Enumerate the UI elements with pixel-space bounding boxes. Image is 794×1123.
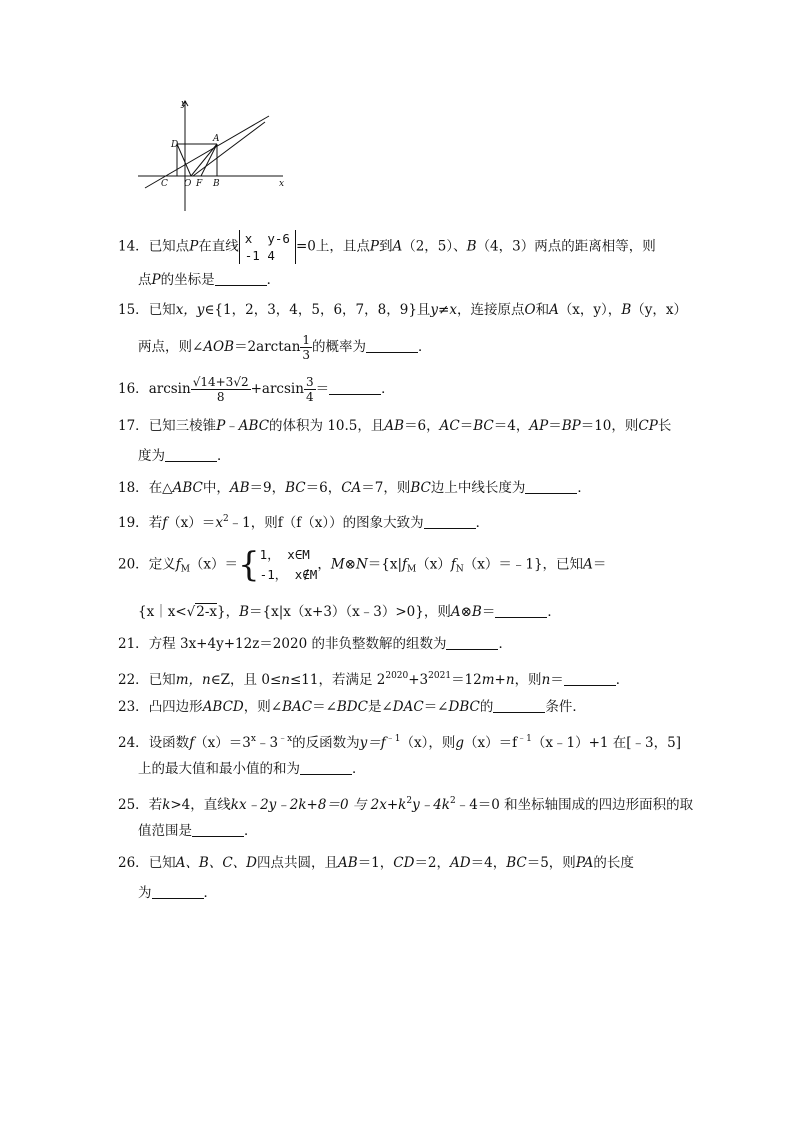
answer-blank (215, 271, 267, 286)
question-25-line2: 值范围是 ． (138, 823, 258, 839)
answer-blank (366, 338, 418, 353)
question-24-line2: 上的最大值和最小值的和为 ． (138, 761, 366, 777)
question-14-line2: 点P的坐标是 ． (138, 272, 281, 288)
question-20: 20．定义$f_M(x)=\{1$， x∈M -1， x∉M，$M\otimes N=\{x|f_M(x)f_N(x)=﹣1\}$，已知A＝ (118, 545, 607, 585)
answer-blank (300, 760, 352, 775)
segment-d (177, 144, 191, 176)
question-19: 19．若$f(x)=x^2﹣1$，则f（f（x））的图象大致为 ． (118, 514, 490, 531)
question-15-line2: 两点，则∠AOB＝2arctan $\frac{1}{3}$ 的概率为 ． (138, 333, 432, 362)
tangent-line (145, 116, 269, 188)
question-15: 15．已知x，y∈{1，2，3，4，5，6，7，8，9}且y≠x，连接原点O和A（x，y），B（y，x） (118, 302, 687, 318)
question-22: 22．已知m，n∈Z，且 0≤n≤11，若满足 $2^{2020}+3^{2021}=12m+n$，则n＝ ． (118, 671, 630, 688)
answer-blank (152, 884, 204, 899)
answer-blank (329, 380, 381, 395)
fraction: $\frac{√14+3√2}{8}$ (192, 375, 249, 404)
question-26-line2: 为 ． (138, 885, 217, 901)
left-brace: { (238, 545, 260, 585)
answer-blank (165, 447, 217, 462)
fraction: $\frac{1}{3}$ (302, 333, 311, 362)
question-23: 23．凸四边形ABCD，则∠BAC＝∠BDC是∠DAC＝∠DBC的 条件． (118, 699, 586, 715)
answer-blank (446, 635, 498, 650)
fraction: $\frac{3}{4}$ (305, 375, 314, 404)
determinant: x y-6 -1 4 (239, 230, 296, 264)
question-21: 21．方程 3x+4y+12z＝2020 的非负整数解的组数为 ． (118, 636, 512, 652)
label-d: D (171, 140, 179, 150)
piecewise-cases: 1， x∈M -1， x∉M (259, 547, 318, 582)
question-18: 18．在△ABC中，AB＝9，BC＝6，CA＝7，则BC边上中线长度为 ． (118, 480, 591, 496)
question-14: 14．已知点P在直线 x y-6 -1 4=0上，且点P到A（2，5）、B（4，3）两点的距离相等，则 (118, 231, 656, 263)
question-16: 16．arcsin $\frac{√14+3√2}{8}$ +arcsin $\frac{3}{4}$ ＝ ． (118, 375, 395, 404)
question-25: 25．若k>4，直线kx﹣2y﹣2k+8＝0 与 $2x+k^2y﹣4k^2﹣4=0$ 和坐标轴围成的四边形面积的取 (118, 796, 694, 813)
answer-blank (493, 698, 545, 713)
answer-blank (495, 603, 547, 618)
answer-blank (192, 822, 244, 837)
answer-blank (525, 479, 577, 494)
label-b: B (213, 179, 220, 189)
label-y: y (181, 99, 187, 109)
question-26: 26．已知A、B、C、D四点共圆，且AB＝1，CD＝2，AD＝4，BC＝5，则PA的长度 (118, 855, 634, 871)
answer-blank (564, 671, 616, 686)
label-f: F (196, 179, 203, 189)
question-17: 17．已知三棱锥P﹣ABC的体积为 10.5，且AB＝6，AC＝BC＝4，AP＝BP＝10，则CP长 (118, 418, 672, 434)
answer-blank (424, 514, 476, 529)
label-a: A (213, 134, 220, 144)
label-c: C (161, 179, 168, 189)
curve-line (193, 122, 265, 176)
label-o: O (184, 179, 192, 189)
coordinate-figure (133, 96, 293, 216)
question-17-line2: 度为 ． (138, 448, 231, 464)
question-24: 24．设函数$f(x)=3^x﹣3^{﹣x}$的反函数为$y=f^{﹣1}(x)$，则$g(x)=f^{﹣1}(x﹣1)+1$ 在[﹣3，5] (118, 734, 681, 751)
label-x: x (279, 179, 285, 189)
segment-oa (191, 144, 217, 176)
question-20-line2: {x｜x<√2-x}，B＝{x|x（x+3）（x﹣3）>0}，则A⊗B＝ ． (138, 604, 561, 620)
